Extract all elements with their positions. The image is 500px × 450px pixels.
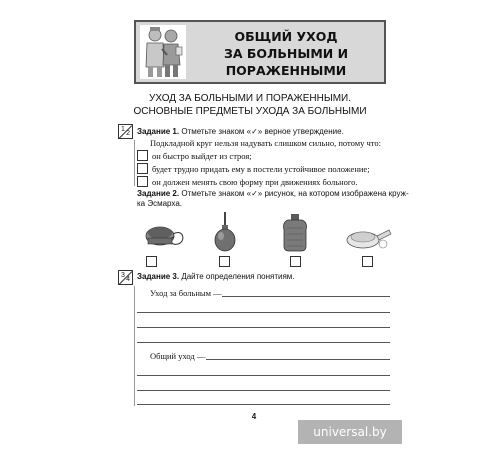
subtitle-line1: УХОД ЗА БОЛЬНЫМИ И ПОРАЖЕННЫМИ. [149, 93, 351, 104]
term1-answer-line[interactable] [222, 296, 390, 297]
task2-bottle-checkbox[interactable] [290, 256, 301, 267]
task1-badge-bottom: 2 [126, 130, 130, 137]
task1-margin-rule [134, 140, 135, 186]
answer-line[interactable] [137, 342, 390, 343]
section-subtitle [100, 92, 400, 118]
answer-line[interactable] [137, 404, 390, 405]
task3-heading [137, 272, 295, 282]
subtitle-line2: ОСНОВНЫЕ ПРЕДМЕТЫ УХОДА ЗА БОЛЬНЫМИ [133, 106, 367, 117]
task2-mug-checkbox[interactable] [146, 256, 157, 267]
chapter-title-line1: ОБЩИЙ УХОД [234, 28, 338, 44]
task1-question: Подкладной круг нельзя надувать слишком сильно, потому что: [150, 138, 381, 148]
task2-heading [137, 189, 409, 199]
task1-badge-top: 1 [121, 126, 125, 133]
term2-answer-line[interactable] [206, 359, 390, 360]
task2-name: Задание 2. [137, 189, 180, 198]
task2-bulb-checkbox[interactable] [219, 256, 230, 267]
task3-badge-bottom: 4 [126, 276, 130, 283]
term2-label: Общий уход — [150, 351, 206, 361]
answer-line[interactable] [137, 390, 390, 391]
chapter-banner [134, 20, 386, 84]
task3-badge-top: 3 [121, 272, 125, 279]
site-watermark: universal.by [298, 420, 402, 444]
task1-option3-checkbox[interactable] [137, 176, 148, 187]
answer-line[interactable] [137, 327, 390, 328]
answer-line[interactable] [137, 312, 390, 313]
task3-instruction: Дайте определения понятиям. [179, 272, 295, 281]
task3-margin-rule [134, 286, 135, 406]
task1-option2-checkbox[interactable] [137, 163, 148, 174]
page-number: 4 [251, 412, 257, 421]
task1-option1-checkbox[interactable] [137, 150, 148, 161]
bedpan-illustration[interactable] [343, 222, 395, 250]
task1-option1-text: он быстро выйдет из строя; [152, 151, 252, 161]
task1-option3-text: он должен менять свою форму при движениях больного. [152, 177, 358, 187]
task1-heading [137, 127, 344, 137]
task2-instruction-line1: Отметьте знаком «✓» рисунок, на котором изображена круж- [179, 189, 409, 198]
enema-mug-illustration[interactable] [140, 218, 188, 250]
rubber-bulb-illustration[interactable] [212, 212, 238, 252]
task2-bedpan-checkbox[interactable] [362, 256, 373, 267]
term1-label: Уход за больным — [150, 288, 222, 298]
caregiver-patient-icon [140, 25, 186, 79]
answer-line[interactable] [137, 375, 390, 376]
task2-instruction-line2: ка Эсмарха. [137, 199, 182, 208]
chapter-title [190, 28, 382, 78]
task1-option2-text: будет трудно придать ему в постели устойчивое положение; [152, 164, 370, 174]
chapter-title-line2: ЗА БОЛЬНЫМИ И ПОРАЖЕННЫМИ [223, 45, 349, 78]
task1-instruction: Отметьте знаком «✓» верное утверждение. [179, 127, 344, 136]
task1-difficulty-badge [118, 124, 133, 139]
task1-name: Задание 1. [137, 127, 180, 136]
hot-water-bottle-illustration[interactable] [282, 214, 308, 252]
task3-difficulty-badge [118, 270, 133, 285]
task3-name: Задание 3. [137, 272, 180, 281]
